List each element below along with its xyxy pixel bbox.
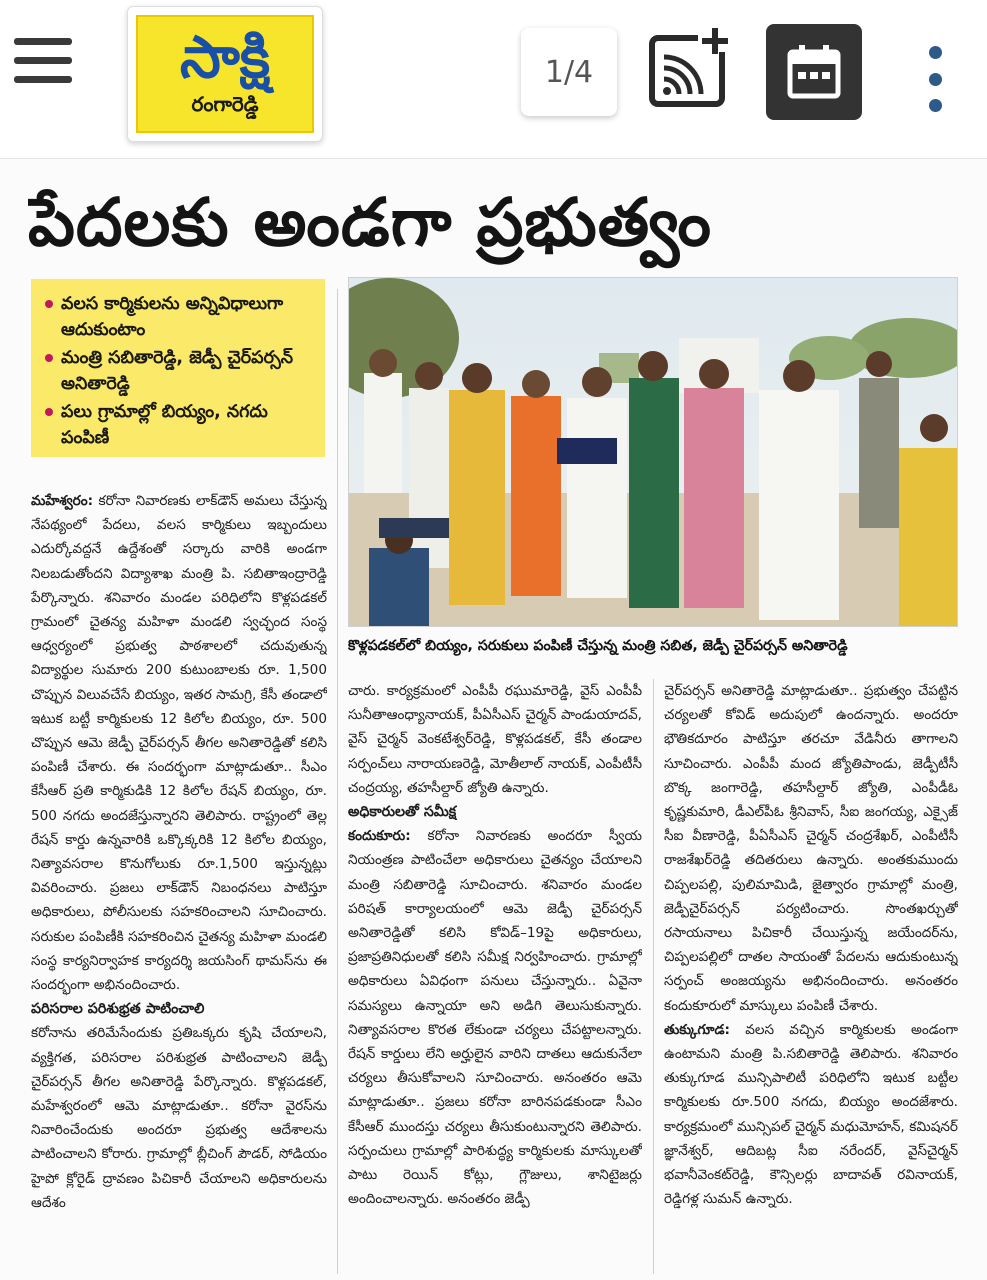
column-divider — [337, 289, 338, 1274]
column-divider — [653, 679, 654, 1274]
top-app-bar — [0, 0, 987, 150]
calendar-icon[interactable] — [766, 24, 862, 120]
subheading: అధికారులతో సమీక్ష — [348, 804, 457, 821]
article-column-2 — [348, 679, 642, 1279]
paragraph: చారు. కార్యక్రమంలో ఎంపీపీ రఘుమారెడ్డి, వైస్ ఎంపీపీ సునీతాఆంధ్యానాయక్, పీఏసీఎస్ చైర్మన్ పాండుయాదవ్, వైస్ చైర్మన్ వెంకటేశ్వర్‌రెడ్డి, కొళ్లపడకల్, కేసీ తండాల సర్పంచ్‌లు నారాయణరెడ్డి, మోతీలాల్ నాయక్, ఎంపీటీసీ చంద్రయ్య, తహసీల్దార్ జ్యోతి ఉన్నారు. — [348, 683, 642, 796]
more-vertical-icon[interactable] — [918, 46, 952, 112]
highlights-box — [31, 279, 325, 457]
article-column-1 — [31, 489, 327, 1279]
subheading: పరిసరాల పరిశుభ్రత పాటించాలి — [31, 1001, 205, 1018]
logo-title: సాక్షి — [179, 22, 271, 91]
highlight-item: మంత్రి సబితారెడ్డి, జెడ్పీ చైర్‌పర్సన్ అనితారెడ్డి — [43, 345, 313, 397]
paragraph: చైర్‌పర్సన్ అనితారెడ్డి మాట్లాడుతూ.. ప్రభుత్వం చేపట్టిన చర్యలతో కోవిడ్ అదుపులో ఉందన్నారు. అందరూ భౌతికదూరం పాటిస్తూ తరచూ వేడినీరు తాగాలని సూచించారు. ఎంపీపీ మంద జ్యోతిపాండు, జెడ్పీటీసీ బొక్క జంగారెడ్డి, తహసీల్దార్ జ్యోతి, ఎంపీడీఓ కృష్ణకుమారి, డీఎల్‌పీఓ శ్రీనివాస్, సీఐ జంగయ్య, ఎక్సైజ్ సీఐ వీణారెడ్డి, పీఏసీఎస్ చైర్మన్ చంద్రశేఖర్, ఎంపీటీసీ రాజశేఖర్‌రెడ్డి తదితరులు ఉన్నారు. అంతకుముందు చిప్పలపల్లి, పులిమామిడి, జైత్వారం గ్రామాల్లో మంత్రి, జెడ్పీచైర్‌పర్సన్ పర్యటించారు. సొంతఖర్చుతో రసాయనాలు పిచికారీ చేయిస్తున్న జయేందర్‌ను, చిప్పలపల్లిలో దాతల సాయంతో పేదలను ఆదుకుంటున్న సర్పంచ్ అంజయ్యను అభినందించారు. అనంతరం కందుకూరులో మాస్కులు పంపిణీ చేశారు. — [664, 683, 958, 1014]
dateline: మహేశ్వరం: — [31, 493, 94, 509]
hamburger-menu-icon[interactable] — [14, 38, 76, 94]
newspaper-logo[interactable] — [127, 6, 323, 142]
article-headline: పేదలకు అండగా ప్రభుత్వం — [28, 184, 712, 261]
highlight-item: వలస కార్మికులను అన్నివిధాలుగా ఆదుకుంటాం — [43, 291, 313, 343]
article-column-3 — [664, 679, 958, 1279]
article-photo — [348, 277, 958, 627]
newspaper-page — [0, 158, 987, 1280]
paragraph: కరోనా నివారణకు అందరూ స్వీయ నియంత్రణ పాటించేలా అధికారులు చైతన్యం చేయాలని మంత్రి సబితారెడ్డి సూచించారు. శనివారం మండల పరిషత్ కార్యాలయంలో ఆమె జెడ్పీ చైర్‌పర్సన్ అనితారెడ్డితో కలిసి కోవిడ్–19పై అధికారులు, ప్రజాప్రతినిధులతో కలిసి సమీక్ష నిర్వహించారు. గ్రామాల్లో అధికారులు ఏవిధంగా పనులు చేస్తున్నారు.. ఏవైనా సమస్యలు ఉన్నాయా అని అడిగి తెలుసుకున్నారు. నిత్యావసరాల కొరత లేకుండా చర్యలు చేపట్టాలన్నారు. రేషన్ కార్డులు లేని అర్హులైన వారిని దాతలు ఆదుకునేలా చర్యలు తీసుకోవాలని సూచించారు. అనంతరం ఆమె మాట్లాడుతూ.. ప్రజలు కరోనా బారినపడకుండా సీఎం కేసీఆర్ ముందస్తు చర్యలు తీసుకుంటున్నారని తెలిపారు. సర్పంచులు గ్రామాల్లో పారిశుద్ధ్య కార్మికులకు మాస్కులతో పాటు రెయిన్ కోట్లు, గ్లౌజులు, శానిటైజర్లు అందించాలన్నారు. అనంతరం జెడ్పీ — [348, 828, 642, 1208]
paragraph: వలస వచ్చిన కార్మికులకు అండంగా ఉంటామని మంత్రి పి.సబితారెడ్డి తెలిపారు. శనివారం తుక్కుగూడ మున్సిపాలిటీ పరిధిలోని ఇటుక బట్టీల కార్మికులకు రూ.500 నగదు, బియ్యం అందజేశారు. కార్యక్రమంలో మున్సిపల్ చైర్మన్ మధుమోహన్, కమిషనర్ జ్ఞానేశ్వర్, ఆదిబట్ల సీఐ నరేందర్, వైస్‌చైర్మన్ భవానీవెంకట్‌రెడ్డి, కౌన్సిలర్లు బాదావత్ రవినాయక్, రెడ్డిగళ్ల సుమన్ ఉన్నారు. — [664, 1021, 958, 1208]
paragraph: కరోనా నివారణకు లాక్‌డౌన్ అమలు చేస్తున్న నేపథ్యంలో పేదలు, వలస కార్మికులు ఇబ్బందులు ఎదుర్కోవద్దనే ఉద్దేశంతో సర్కారు వారికి అండగా నిలబడుతోందని విద్యాశాఖ మంత్రి పి. సబితాఇంద్రారెడ్డి పేర్కొన్నారు. శనివారం మండల పరిధిలోని కొళ్లపడకల్ గ్రామంలో చైతన్య మహిళా మండలి స్వచ్ఛంద సంస్థ ఆధ్వర్యంలో ప్రభుత్వ పాఠశాలలో చదువుతున్న విద్యార్థుల సుమారు 200 కుటుంబాలకు రూ. 1,500 చొప్పున విలువచేసే బియ్యం, ఇతర సామగ్రి, కేసీ తండాలో ఇటుక బట్టీ కార్మికులకు 12 కిలోల బియ్యం, రూ. 500 చొప్పున ఆమె జెడ్పీ చైర్‌పర్సన్ తీగల అనితారెడ్డితో కలిసి పంపిణీ చేశారు. ఈ సందర్భంగా మాట్లాడుతూ.. సీఎం కేసీఆర్ ప్రతి కార్మికుడికి 12 కిలోల రేషన్ బియ్యం, రూ. 500 నగదు అందజేస్తున్నారని తెలిపారు. రాష్ట్రంలో తెల్ల రేషన్ కార్డు ఉన్నవారికి ఒక్కొక్కరికి 12 కిలోల బియ్యం, నిత్యావసరాల కొనుగోలుకు రూ.1,500 ఇస్తున్నట్లు వివరించారు. ప్రజలు లాక్‌డౌన్ నిబంధనలు పాటిస్తూ అధికారులు, పోలీసులకు సహకరించాలని సూచించారు. సరుకుల పంపిణీకి సహకరించిన చైతన్య మహిళా మండలి సంస్థ కార్యనిర్వాహక కార్యదర్శి జయసింగ్ థామస్‌ను ఈ సందర్భంగా అభినందించారు. — [31, 493, 327, 994]
cast-add-icon[interactable] — [646, 24, 738, 116]
page-counter[interactable]: 1/4 — [521, 28, 617, 116]
dateline: కందుకూరు: — [348, 828, 411, 845]
photo-caption: కొళ్లపడకల్‌లో బియ్యం, సరుకులు పంపిణీ చేస్తున్న మంత్రి సబిత, జెడ్పీ చైర్‌పర్సన్ అనితారెడ్డి — [348, 638, 848, 654]
dateline: తుక్కుగూడ: — [664, 1021, 730, 1038]
logo-edition: రంగారెడ్డి — [191, 91, 259, 116]
highlight-item: పలు గ్రామాల్లో బియ్యం, నగదు పంపిణీ — [43, 399, 313, 451]
paragraph: కరోనాను తరిమేసేందుకు ప్రతిఒక్కరు కృషి చేయాలని, వ్యక్తిగత, పరిసరాల పరిశుభ్రత పాటించాలని జెడ్పీ చైర్‌పర్సన్ తీగల అనితారెడ్డి పేర్కొన్నారు. కొళ్లపడకల్, మహేశ్వరంలో ఆమె మాట్లాడుతూ.. కరోనా వైరస్‌ను నివారించేందుకు అందరూ ప్రభుత్వ ఆదేశాలను పాటించాలని కోరారు. గ్రామాల్లో బ్లీచింగ్ పౌడర్, సోడియం హైపో క్లోరైడ్ ద్రావణం పిచికారీ చేయాలని అధికారులను ఆదేశం — [31, 1025, 327, 1211]
